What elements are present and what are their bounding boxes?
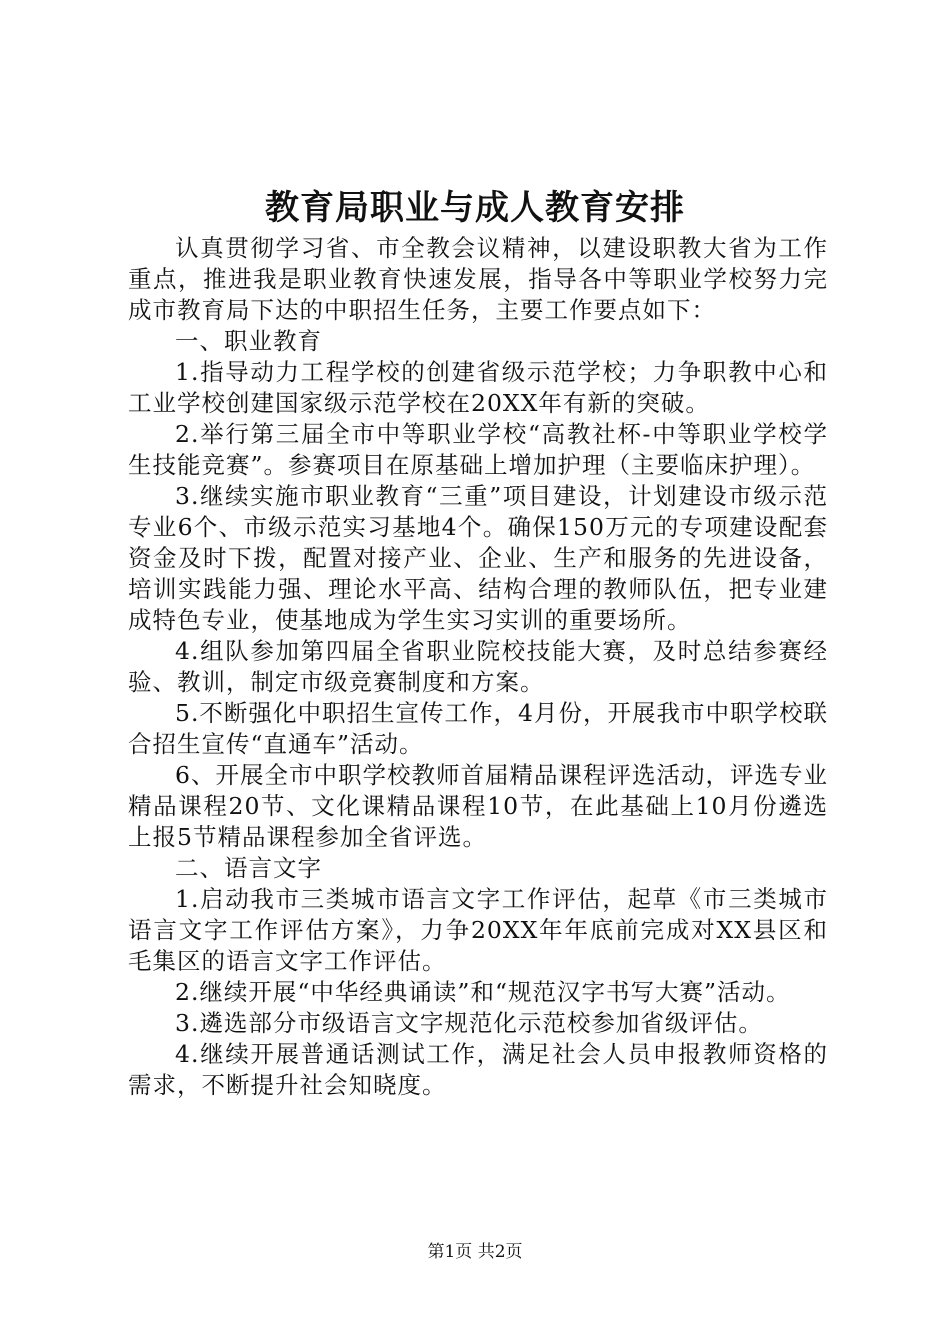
language-item-3: 3.遴选部分市级语言文字规范化示范校参加省级评估。 [175, 1009, 763, 1037]
section-heading-language: 二、语言文字 [175, 854, 322, 882]
document-title: 教育局职业与成人教育安排 [265, 188, 685, 228]
language-item-1: 1.启动我市三类城市语言文字工作评估，起草《市三类城市语言文字工作评估方案》，力争20XX年年底前完成对XX县区和毛集区的语言文字工作评估。 [128, 885, 828, 975]
vocational-item-5: 5.不断强化中职招生宣传工作，4月份，开展我市中职学校联合招生宣传“直通车”活动。 [128, 699, 828, 758]
vocational-item-6: 6、开展全市中职学校教师首届精品课程评选活动，评选专业精品课程20节、文化课精品课程10节，在此基础上10月份遴选上报5节精品课程参加全省评选。 [128, 761, 828, 851]
section-heading-vocational: 一、职业教育 [175, 327, 322, 355]
document-body [128, 233, 828, 1101]
vocational-item-2: 2.举行第三届全市中等职业学校“高教社杯-中等职业学校学生技能竞赛”。参赛项目在原基础上增加护理（主要临床护理）。 [128, 420, 828, 479]
page-footer: 第1页 共2页 [427, 1242, 523, 1262]
vocational-item-4: 4.组队参加第四届全省职业院校技能大赛，及时总结参赛经验、教训，制定市级竞赛制度和方案。 [128, 637, 828, 696]
intro-paragraph: 认真贯彻学习省、市全教会议精神，以建设职教大省为工作重点，推进我是职业教育快速发展，指导各中等职业学校努力完成市教育局下达的中职招生任务，主要工作要点如下： [128, 234, 828, 324]
vocational-item-3: 3.继续实施市职业教育“三重”项目建设，计划建设市级示范专业6个、市级示范实习基地4个。确保150万元的专项建设配套资金及时下拨，配置对接产业、企业、生产和服务的先进设备，培训实践能力强、理论水平高、结构合理的教师队伍，把专业建成特色专业，使基地成为学生实习实训的重要场所。 [128, 482, 828, 634]
language-item-2: 2.继续开展“中华经典诵读”和“规范汉字书写大赛”活动。 [175, 978, 791, 1006]
language-item-4: 4.继续开展普通话测试工作，满足社会人员申报教师资格的需求，不断提升社会知晓度。 [128, 1040, 828, 1099]
vocational-item-1: 1.指导动力工程学校的创建省级示范学校；力争职教中心和工业学校创建国家级示范学校在20XX年有新的突破。 [128, 358, 828, 417]
